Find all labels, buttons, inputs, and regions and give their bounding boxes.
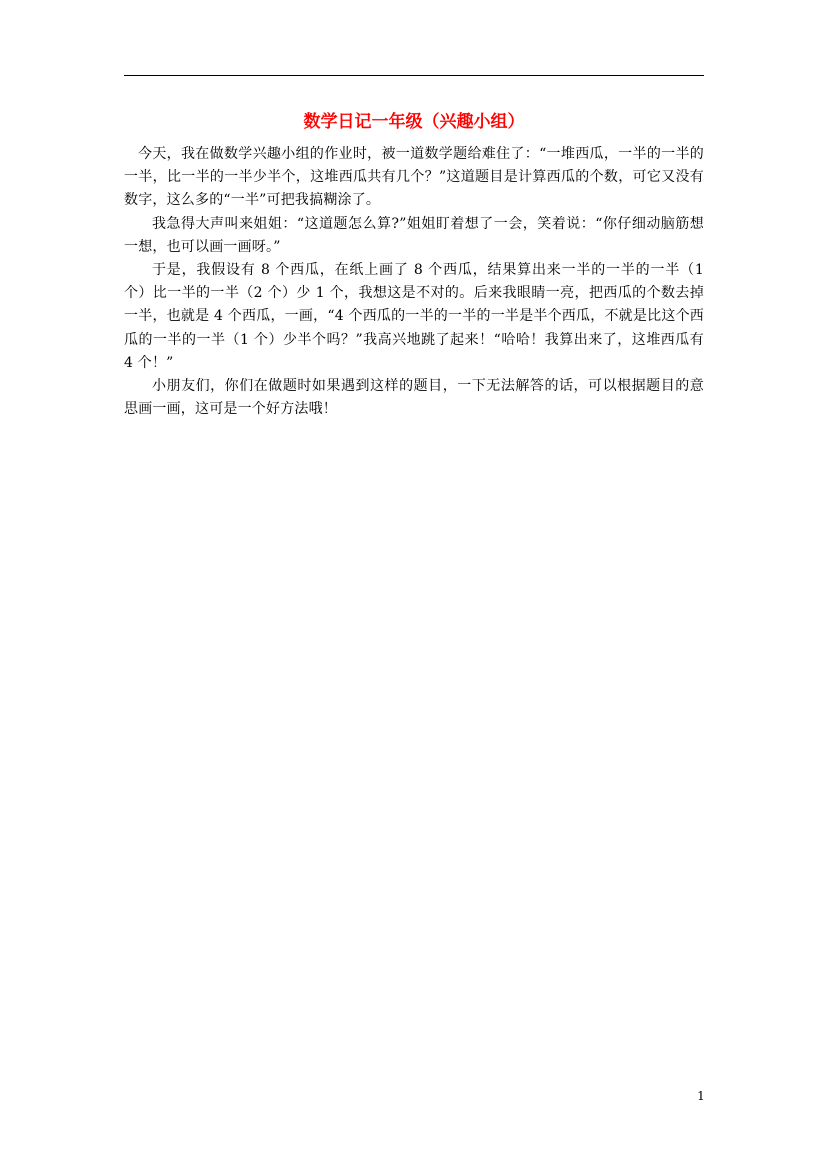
page-number: 1	[697, 1089, 705, 1103]
header-rule	[124, 75, 704, 76]
document-title: 数学日记一年级（兴趣小组）	[303, 112, 525, 132]
paragraph-2: 我急得大声叫来姐姐：“这道题怎么算?”姐姐盯着想了一会，笑着说：“你仔细动脑筋想一想，也可以画一画呀。”	[124, 215, 704, 255]
paragraph-3: 于是，我假设有 8 个西瓜，在纸上画了 8 个西瓜，结果算出来一半的一半的一半（1 个）比一半的一半（2 个）少 1 个，我想这是不对的。后来我眼睛一亮，把西瓜的个数去掉一半，也就是 4 个西瓜，一画，“4 个西瓜的一半的一半的一半是半个西瓜，不就是比这个西瓜的一半的一半（1 个）少半个吗？”我高兴地跳了起来！“哈哈！我算出来了，这堆西瓜有 4 个！”	[124, 262, 704, 371]
paragraph-4: 小朋友们，你们在做题时如果遇到这样的题目，一下无法解答的话，可以根据题目的意思画一画，这可是一个好方法哦！	[124, 378, 704, 418]
paragraph-1: 今天，我在做数学兴趣小组的作业时，被一道数学题给难住了：“一堆西瓜，一半的一半的一半，比一半的一半少半个，这堆西瓜共有几个？”这道题目是计算西瓜的个数，可它又没有数字，这么多的“一半”可把我搞糊涂了。	[124, 146, 704, 209]
document-body	[124, 143, 704, 421]
